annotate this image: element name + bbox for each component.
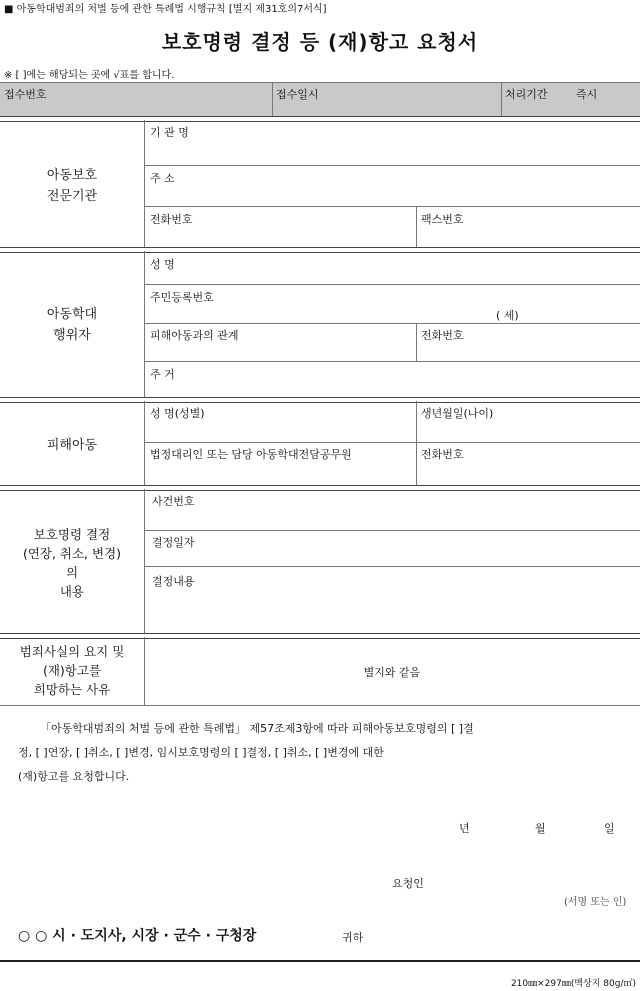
form-reference: ■ 아동학대범죄의 처벌 등에 관한 특례법 시행규칙 [별지 제31호의7서식] — [4, 4, 327, 15]
reason-value: 별지와 같음 — [363, 666, 421, 679]
decision-content-field[interactable]: 결정내용 — [152, 575, 195, 588]
receipt-number-label: 접수번호 — [4, 88, 47, 101]
date-month-label[interactable]: 월 — [535, 822, 546, 835]
paper-size-note: 210㎜×297㎜(백상지 80g/㎡) — [510, 979, 636, 989]
perpetrator-residence-field[interactable]: 주 거 — [150, 368, 175, 381]
order-section-label: 보호명령 결정 (연장, 취소, 변경) 의 내용 — [22, 527, 122, 599]
perpetrator-phone-field[interactable]: 전화번호 — [421, 329, 464, 342]
date-day-label[interactable]: 일 — [604, 822, 615, 835]
recipient-title: ○ ○ 시 · 도지사, 시장 · 군수 · 구청장 — [18, 928, 257, 944]
perpetrator-name-field[interactable]: 성 명 — [150, 258, 175, 271]
decision-date-field[interactable]: 결정일자 — [152, 536, 195, 549]
agency-section-label: 아동보호 전문기관 — [46, 168, 98, 204]
requester-label[interactable]: 요청인 — [392, 877, 424, 890]
date-year-label[interactable]: 년 — [459, 822, 470, 835]
victim-birth-field[interactable]: 생년월일(나이) — [421, 407, 494, 420]
request-body-line-3: (재)항고를 요청합니다. — [18, 770, 130, 783]
case-number-field[interactable]: 사건번호 — [152, 495, 195, 508]
recipient-suffix: 귀하 — [342, 931, 364, 944]
request-body-line-2: 정, [ ]연장, [ ]취소, [ ]변경, 임시보호명령의 [ ]결정, [ ]취소, [ ]변경에 대한 — [18, 746, 384, 759]
reason-section-label: 범죄사실의 요지 및 (재)항고를 희망하는 사유 — [19, 644, 125, 697]
processing-period-label: 처리기간 — [505, 88, 548, 101]
perpetrator-section-label: 아동학대 행위자 — [46, 307, 98, 343]
processing-period-value: 즉시 — [576, 88, 598, 101]
agency-address-field[interactable]: 주 소 — [150, 172, 175, 185]
perpetrator-relation-field[interactable]: 피해아동과의 관계 — [150, 329, 239, 342]
agency-name-field[interactable]: 기 관 명 — [150, 126, 189, 139]
agency-fax-field[interactable]: 팩스번호 — [421, 213, 464, 226]
victim-name-field[interactable]: 성 명(성별) — [150, 407, 205, 420]
victim-representative-field[interactable]: 법정대리인 또는 담당 아동학대전담공무원 — [150, 448, 352, 461]
instruction-note: ※ [ ]에는 해당되는 곳에 √표를 합니다. — [4, 70, 175, 81]
receipt-date-label: 접수일시 — [276, 88, 319, 101]
form-title: 보호명령 결정 등 (재)항고 요청서 — [161, 30, 479, 54]
perpetrator-age-field[interactable]: ( 세) — [496, 309, 519, 322]
request-body-line-1: 「아동학대범죄의 처벌 등에 관한 특례법」 제57조제3항에 따라 피해아동보호명령의 [ ]결 — [40, 722, 474, 735]
perpetrator-rrn-field[interactable]: 주민등록번호 — [150, 291, 214, 304]
victim-section-label: 피해아동 — [46, 438, 98, 453]
victim-phone-field[interactable]: 전화번호 — [421, 448, 464, 461]
signature-note: (서명 또는 인) — [564, 897, 627, 908]
agency-phone-field[interactable]: 전화번호 — [150, 213, 193, 226]
